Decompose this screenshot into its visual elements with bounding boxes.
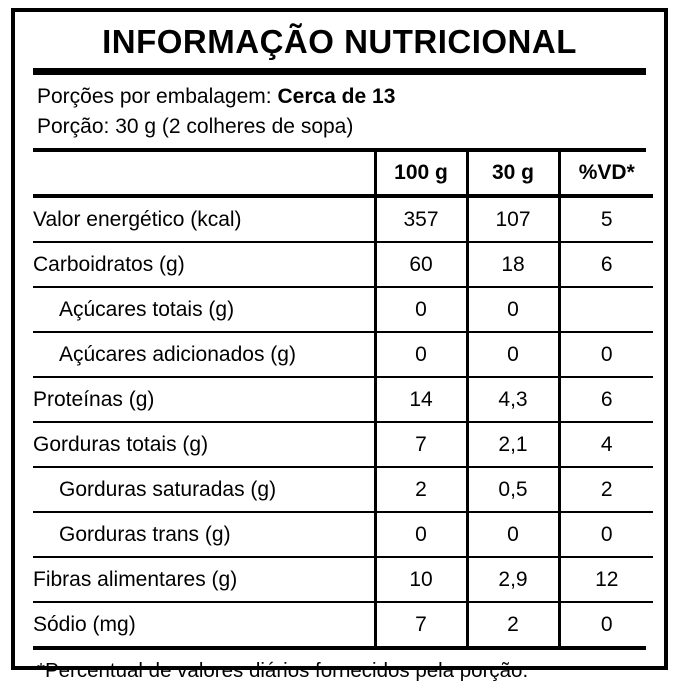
row-per-100g: 2 [375,467,467,512]
column-header-per-100g: 100 g [375,152,467,196]
row-per-100g: 14 [375,377,467,422]
table-body [33,196,653,646]
servings-value: Cerca de 13 [277,85,396,108]
row-per-portion: 107 [467,196,559,242]
portion-line: Porção: 30 g (2 colheres de sopa) [37,115,354,138]
row-per-100g: 0 [375,332,467,377]
servings-per-package-line [37,82,642,112]
label-inner [15,12,664,682]
row-per-portion: 18 [467,242,559,287]
row-name: Valor energético (kcal) [33,196,375,242]
row-per-100g: 7 [375,602,467,646]
column-header-per-portion: 30 g [467,152,559,196]
row-per-100g: 10 [375,557,467,602]
table-header-row [33,152,653,196]
footnote: *Percentual de valores diários fornecidos pela porção. [37,659,529,682]
row-vd: 5 [559,196,653,242]
row-vd: 12 [559,557,653,602]
row-per-100g: 0 [375,512,467,557]
nutrition-table [33,152,653,646]
row-per-100g: 357 [375,196,467,242]
row-vd: 0 [559,602,653,646]
row-per-portion: 0 [467,287,559,332]
table-row [33,467,653,512]
row-per-portion: 0 [467,512,559,557]
row-per-portion: 2,1 [467,422,559,467]
row-name: Sódio (mg) [33,602,375,646]
table-row [33,422,653,467]
row-name: Açúcares totais (g) [33,287,375,332]
table-row [33,557,653,602]
row-name: Açúcares adicionados (g) [33,332,375,377]
row-per-portion: 0,5 [467,467,559,512]
nutrition-facts-label [11,8,668,682]
row-per-portion: 0 [467,332,559,377]
divider-below-title [33,68,646,75]
row-name: Gorduras saturadas (g) [33,467,375,512]
table-header [33,152,653,196]
servings-label: Porções por embalagem: [37,85,272,108]
row-per-portion: 4,3 [467,377,559,422]
row-name: Carboidratos (g) [33,242,375,287]
table-row [33,602,653,646]
row-per-portion: 2 [467,602,559,646]
row-name: Fibras alimentares (g) [33,557,375,602]
row-name: Gorduras trans (g) [33,512,375,557]
row-name: Proteínas (g) [33,377,375,422]
table-row [33,196,653,242]
column-header-vd: %VD* [559,152,653,196]
row-per-100g: 7 [375,422,467,467]
row-vd: 0 [559,512,653,557]
page-title: INFORMAÇÃO NUTRICIONAL [102,23,577,60]
table-row [33,512,653,557]
row-per-100g: 0 [375,287,467,332]
table-row [33,242,653,287]
row-vd: 2 [559,467,653,512]
servings-block [33,75,646,148]
row-vd: 6 [559,377,653,422]
row-vd [559,287,653,332]
table-row [33,332,653,377]
row-vd: 0 [559,332,653,377]
table-row [33,377,653,422]
column-header-nutrient [33,152,375,196]
row-per-100g: 60 [375,242,467,287]
row-name: Gorduras totais (g) [33,422,375,467]
row-vd: 6 [559,242,653,287]
table-row [33,287,653,332]
row-per-portion: 2,9 [467,557,559,602]
row-vd: 4 [559,422,653,467]
